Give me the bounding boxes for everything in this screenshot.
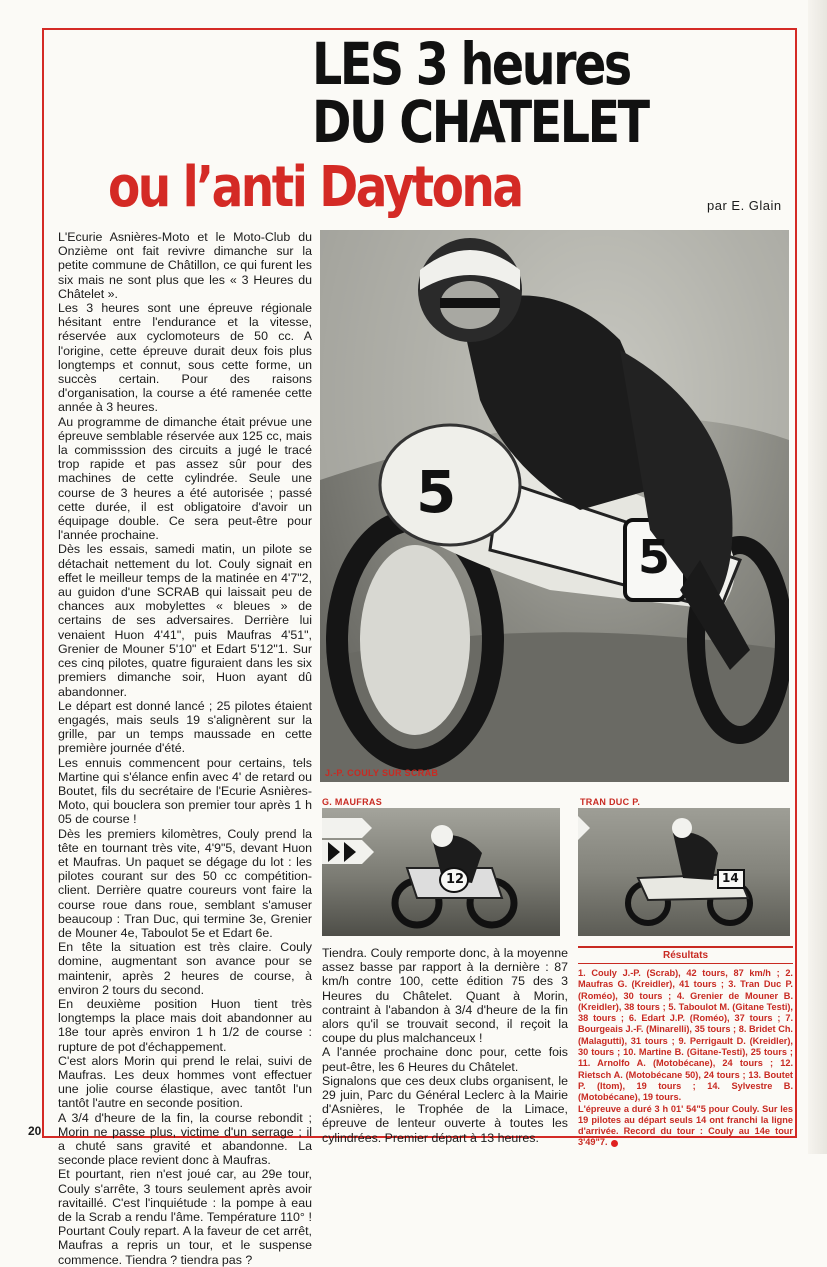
byline: par E. Glain xyxy=(707,198,782,213)
results-text xyxy=(578,968,793,1149)
paragraph: Dès les essais, samedi matin, un pilote se détachait nettement du lot. Couly signait en effet le meilleur temps de la matinée en 4'7"2, au guidon d'une SCRAB qui laissait peu de chances aux mobylettes « bleues » de certains de ses adversaires. Derrière lui venaient Huon 4'41", puis Maufras 4'51", Grenier de Mouner 5'10" et Edart 5'12"1. Sur ces cinq pilotes, quatre figuraient dans les six premiers dimanche soir, Huon ayant dû abandonner. xyxy=(58,542,312,699)
paragraph: Tiendra. Couly remporte donc, à la moyenne assez basse par rapport à la dernière : 87 km/h contre 100, cette édition 75 des 3 Heures du Châtelet. Quant à Morin, contraint à l'abandon à 3/4 d'heure de la fin alors qu'il se trouvait second, il reçoit la coupe du plus malchanceux ! xyxy=(322,946,568,1046)
body-column-2 xyxy=(322,946,568,1145)
tran-duc-rider-illustration xyxy=(578,808,790,936)
maufras-rider-illustration xyxy=(322,808,560,936)
paragraph: Le départ est donné lancé ; 25 pilotes étaient engagés, mais seuls 19 s'alignèrent sur la grille, par un temps maussade en cette première journée d'été. xyxy=(58,698,312,756)
race-number: 12 xyxy=(446,872,465,887)
tran-duc-photo xyxy=(578,808,790,936)
paragraph: L'Ecurie Asnières-Moto et le Moto-Club du Onzième ont fait revivre dimanche sur la petite commune de Châtillon, ce qui furent les six mais ne sont plus que les « 3 Heures du Châtelet ». xyxy=(58,230,312,301)
headline-subtitle: ou l’anti Daytona xyxy=(108,155,522,220)
paragraph: Dès les premiers kilomètres, Couly prend la tête en tournant très vite, 4'9"5, devant Huon et Maufras. Un paquet se dégage du lot : les pilotes courant sur des 50 cc compétition-client. Derrière quatre coureurs vont faire la course roue dans roue, semblant s'amuser beaucoup : Tran Duc, qui termine 3e, Grenier de Mouner 4e, Taboulot 5e et Edart 6e. xyxy=(58,826,312,940)
end-mark-icon xyxy=(611,1140,618,1147)
paragraph: Et pourtant, rien n'est joué car, au 29e tour, Couly s'arrête, 3 tours seulement après avoir ravitaillé. C'est l'inquiétude : la pompe à eau de la Scrab a rendu l'âme. Température 110° ! Pourtant Couly repart. A la faveur de cet arrêt, Maufras a repris un tour, et le suspense commence. Tiendra ? tiendra pas ? xyxy=(58,1167,312,1267)
headline-line-1: LES 3 heures xyxy=(312,30,630,98)
race-number-side: 5 xyxy=(638,530,671,584)
results-note-text: L'épreuve a duré 3 h 01' 54"5 pour Couly. Sur les 19 pilotes au départ seuls 14 ont franchi la ligne d'arrivée. Record du tour : Couly au 14e tour 3'49"7. xyxy=(578,1103,793,1148)
race-number-plate: 5 xyxy=(416,458,457,526)
maufras-photo xyxy=(322,808,560,936)
motorcycle-rider-illustration xyxy=(320,230,789,782)
paragraph: A l'année prochaine donc pour, cette fois peut-être, les 6 Heures du Châtelet. xyxy=(322,1045,568,1074)
right-photo-caption: TRAN DUC P. xyxy=(580,797,641,807)
paragraph: En deuxième position Huon tient très longtemps la place mais doit abandonner au 18e tour après environ 1 h 1/2 de course : rupture de pot d'échappement. xyxy=(58,996,312,1054)
paragraph: Les 3 heures sont une épreuve régionale hésitant entre l'endurance et la vitesse, réservée aux cyclomoteurs de 50 cc. A l'origine, cette épreuve durait deux fois plus longtemps et connut, sous cette forme, un succès certain. Pour des raisons d'organisation, la course a été ramenée cette année à 3 heures. xyxy=(58,301,312,415)
paragraph: En tête la situation est très claire. Couly domine, augmentant son avance pour se maintenir, après 2 heures de course, à environ 2 tours du second. xyxy=(58,940,312,997)
main-photo-caption: J.-P. COULY SUR SCRAB xyxy=(325,768,439,778)
page-number: 20 xyxy=(28,1124,42,1138)
paragraph: Les ennuis commencent pour certains, tels Martine qui s'élance enfin avec 4' de retard ou Boutet, fils du secrétaire de l'Ecurie Asnières-Moto, qui bouclera son premier tour après 1 h 05 de course ! xyxy=(58,755,312,827)
body-column-1 xyxy=(58,230,312,1267)
results-title: Résultats xyxy=(578,946,793,964)
page-edge xyxy=(808,0,827,1154)
paragraph: C'est alors Morin qui prend le relai, suivi de Maufras. Les deux hommes vont effectuer une jolie course élastique, avec tantôt l'un tantôt l'autre en seconde position. xyxy=(58,1053,312,1111)
left-photo-caption: G. MAUFRAS xyxy=(322,797,382,807)
paragraph: A 3/4 d'heure de la fin, la course rebondit ; Morin ne passe plus, victime d'un serrage ; il a chuté sans gravité et abandonne. La seconde place revient donc à Maufras. xyxy=(58,1110,312,1168)
headline-line-2: DU CHATELET xyxy=(312,88,648,156)
paragraph: Signalons que ces deux clubs organisent, le 29 juin, Parc du Général Leclerc à la Mairie d'Asnières, le Trophée de la Limace, épreuve de lenteur ouverte à toutes les cylindrées. Premier départ à 13 heures. xyxy=(322,1073,568,1145)
results-box xyxy=(578,946,793,1149)
results-note xyxy=(578,1104,793,1149)
main-race-photo xyxy=(320,230,789,782)
paragraph: Au programme de dimanche était prévue une épreuve semblable réservée aux 125 cc, mais la commisssion des circuits a jugé le tracé trop rapide et pas assez sûr pour des machines de cette cylindrée. Seule une course de 3 heures a été autorisée ; passé cette durée, il est obligatoire d'avoir un équipage double. Ce sera peut-être pour l'année prochaine. xyxy=(58,414,312,543)
race-number: 14 xyxy=(722,871,739,885)
results-list: 1. Couly J.-P. (Scrab), 42 tours, 87 km/h ; 2. Maufras G. (Kreidler), 41 tours ; 3. Tran Duc P. (Roméo), 30 tours ; 4. Grenier de Mouner B. (Kreidler), 38 tours ; 5. Taboulot M. (Gitane Testi), 38 tours ; 6. Edart J.P. (Roméo), 37 tours ; 7. Bourgeais J.-F. (Minarelli), 35 tours ; 8. Bridet Ch. (Malagutti), 31 tours ; 9. Perrigault D. (Kreidler), 30 tours ; 10. Martine B. (Gitane-Testi), 25 tours ; 11. Arnolfo A. (Motobécane), 24 tours ; 12. Rietsch A. (Motobécane 50), 24 tours ; 13. Boutet P. (Itom), 19 tours ; 14. Sylvestre B. (Motobécane), 19 tours. xyxy=(578,968,793,1103)
